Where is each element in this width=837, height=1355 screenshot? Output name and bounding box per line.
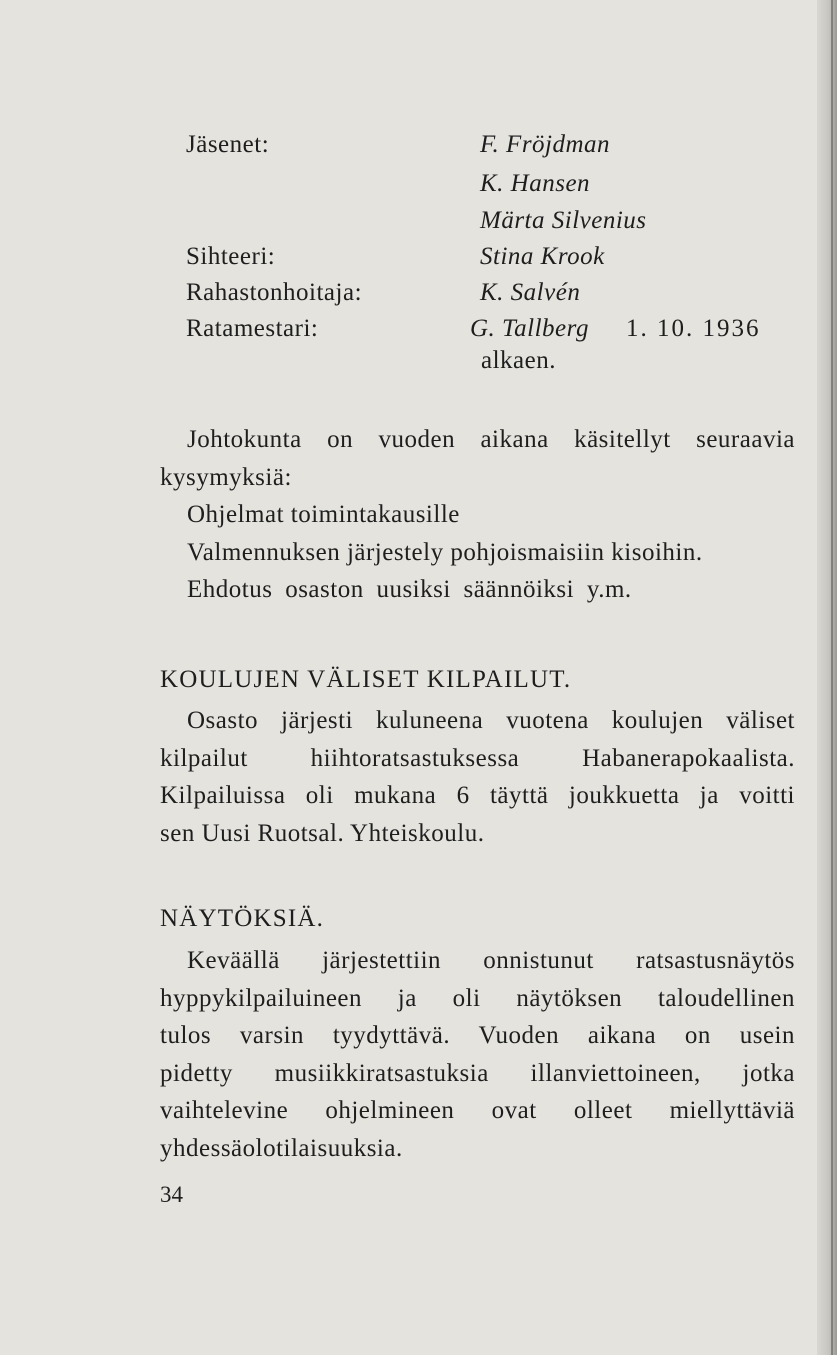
officer-role: Ratamestari: [186, 315, 319, 342]
text-line: Osasto järjesti kuluneena vuotena koulujen väliset [187, 707, 795, 734]
officer-start-date: 1. 10. 1936 [626, 315, 761, 342]
page-edge-line [831, 0, 833, 1355]
text-line: Keväällä järjestettiin onnistunut ratsastusnäytös [187, 947, 795, 974]
section-heading-shows: NÄYTÖKSIÄ. [160, 905, 325, 932]
text-line: vaihtelevine ohjelmineen ovat olleet miellyttäviä [160, 1097, 795, 1124]
officer-name: F. Fröjdman [480, 131, 611, 158]
text-line: Kilpailuissa oli mukana 6 täyttä joukkuetta ja voitti [160, 782, 795, 809]
section-heading-schools: KOULUJEN VÄLISET KILPAILUT. [160, 666, 572, 693]
page-number: 34 [160, 1182, 183, 1207]
officer-role: Rahastonhoitaja: [186, 279, 363, 306]
text-line: hyppykilpailuineen ja oli näytöksen taloudellinen [160, 984, 795, 1012]
officer-name: alkaen. [481, 347, 556, 374]
text-line: Johtokunta on vuoden aikana käsitellyt seuraavia [187, 426, 795, 453]
officer-name: G. Tallberg [470, 315, 589, 342]
text-line: kysymyksiä: [160, 463, 292, 491]
text-line: pidetty musiikkiratsastuksia illanviettoineen, jotka [160, 1059, 795, 1087]
officer-role: Sihteeri: [186, 243, 276, 270]
officer-name: Märta Silvenius [480, 207, 647, 234]
officer-role: Jäsenet: [186, 131, 270, 158]
text-line: tulos varsin tyydyttävä. Vuoden aikana on usein [160, 1022, 795, 1049]
text-line: Valmennuksen järjestely pohjoismaisiin kisoihin. [187, 538, 703, 566]
text-line: sen Uusi Ruotsal. Yhteiskoulu. [160, 819, 485, 847]
schools-paragraph [160, 702, 795, 852]
page-edge [817, 0, 837, 1355]
text-line: Ohjelmat toimintakausille [187, 501, 460, 528]
shows-paragraph [160, 942, 795, 1167]
text-line: Ehdotus osaston uusiksi säännöiksi y.m. [187, 576, 632, 603]
officer-name: Stina Krook [480, 243, 605, 270]
board-paragraph [160, 421, 795, 609]
text-line: kilpailut hiihtoratsastuksessa Habanerapokaalista. [160, 744, 795, 772]
officer-name: K. Salvén [480, 279, 581, 306]
officer-name: K. Hansen [480, 170, 591, 197]
text-line: yhdessäolotilaisuuksia. [160, 1134, 403, 1162]
